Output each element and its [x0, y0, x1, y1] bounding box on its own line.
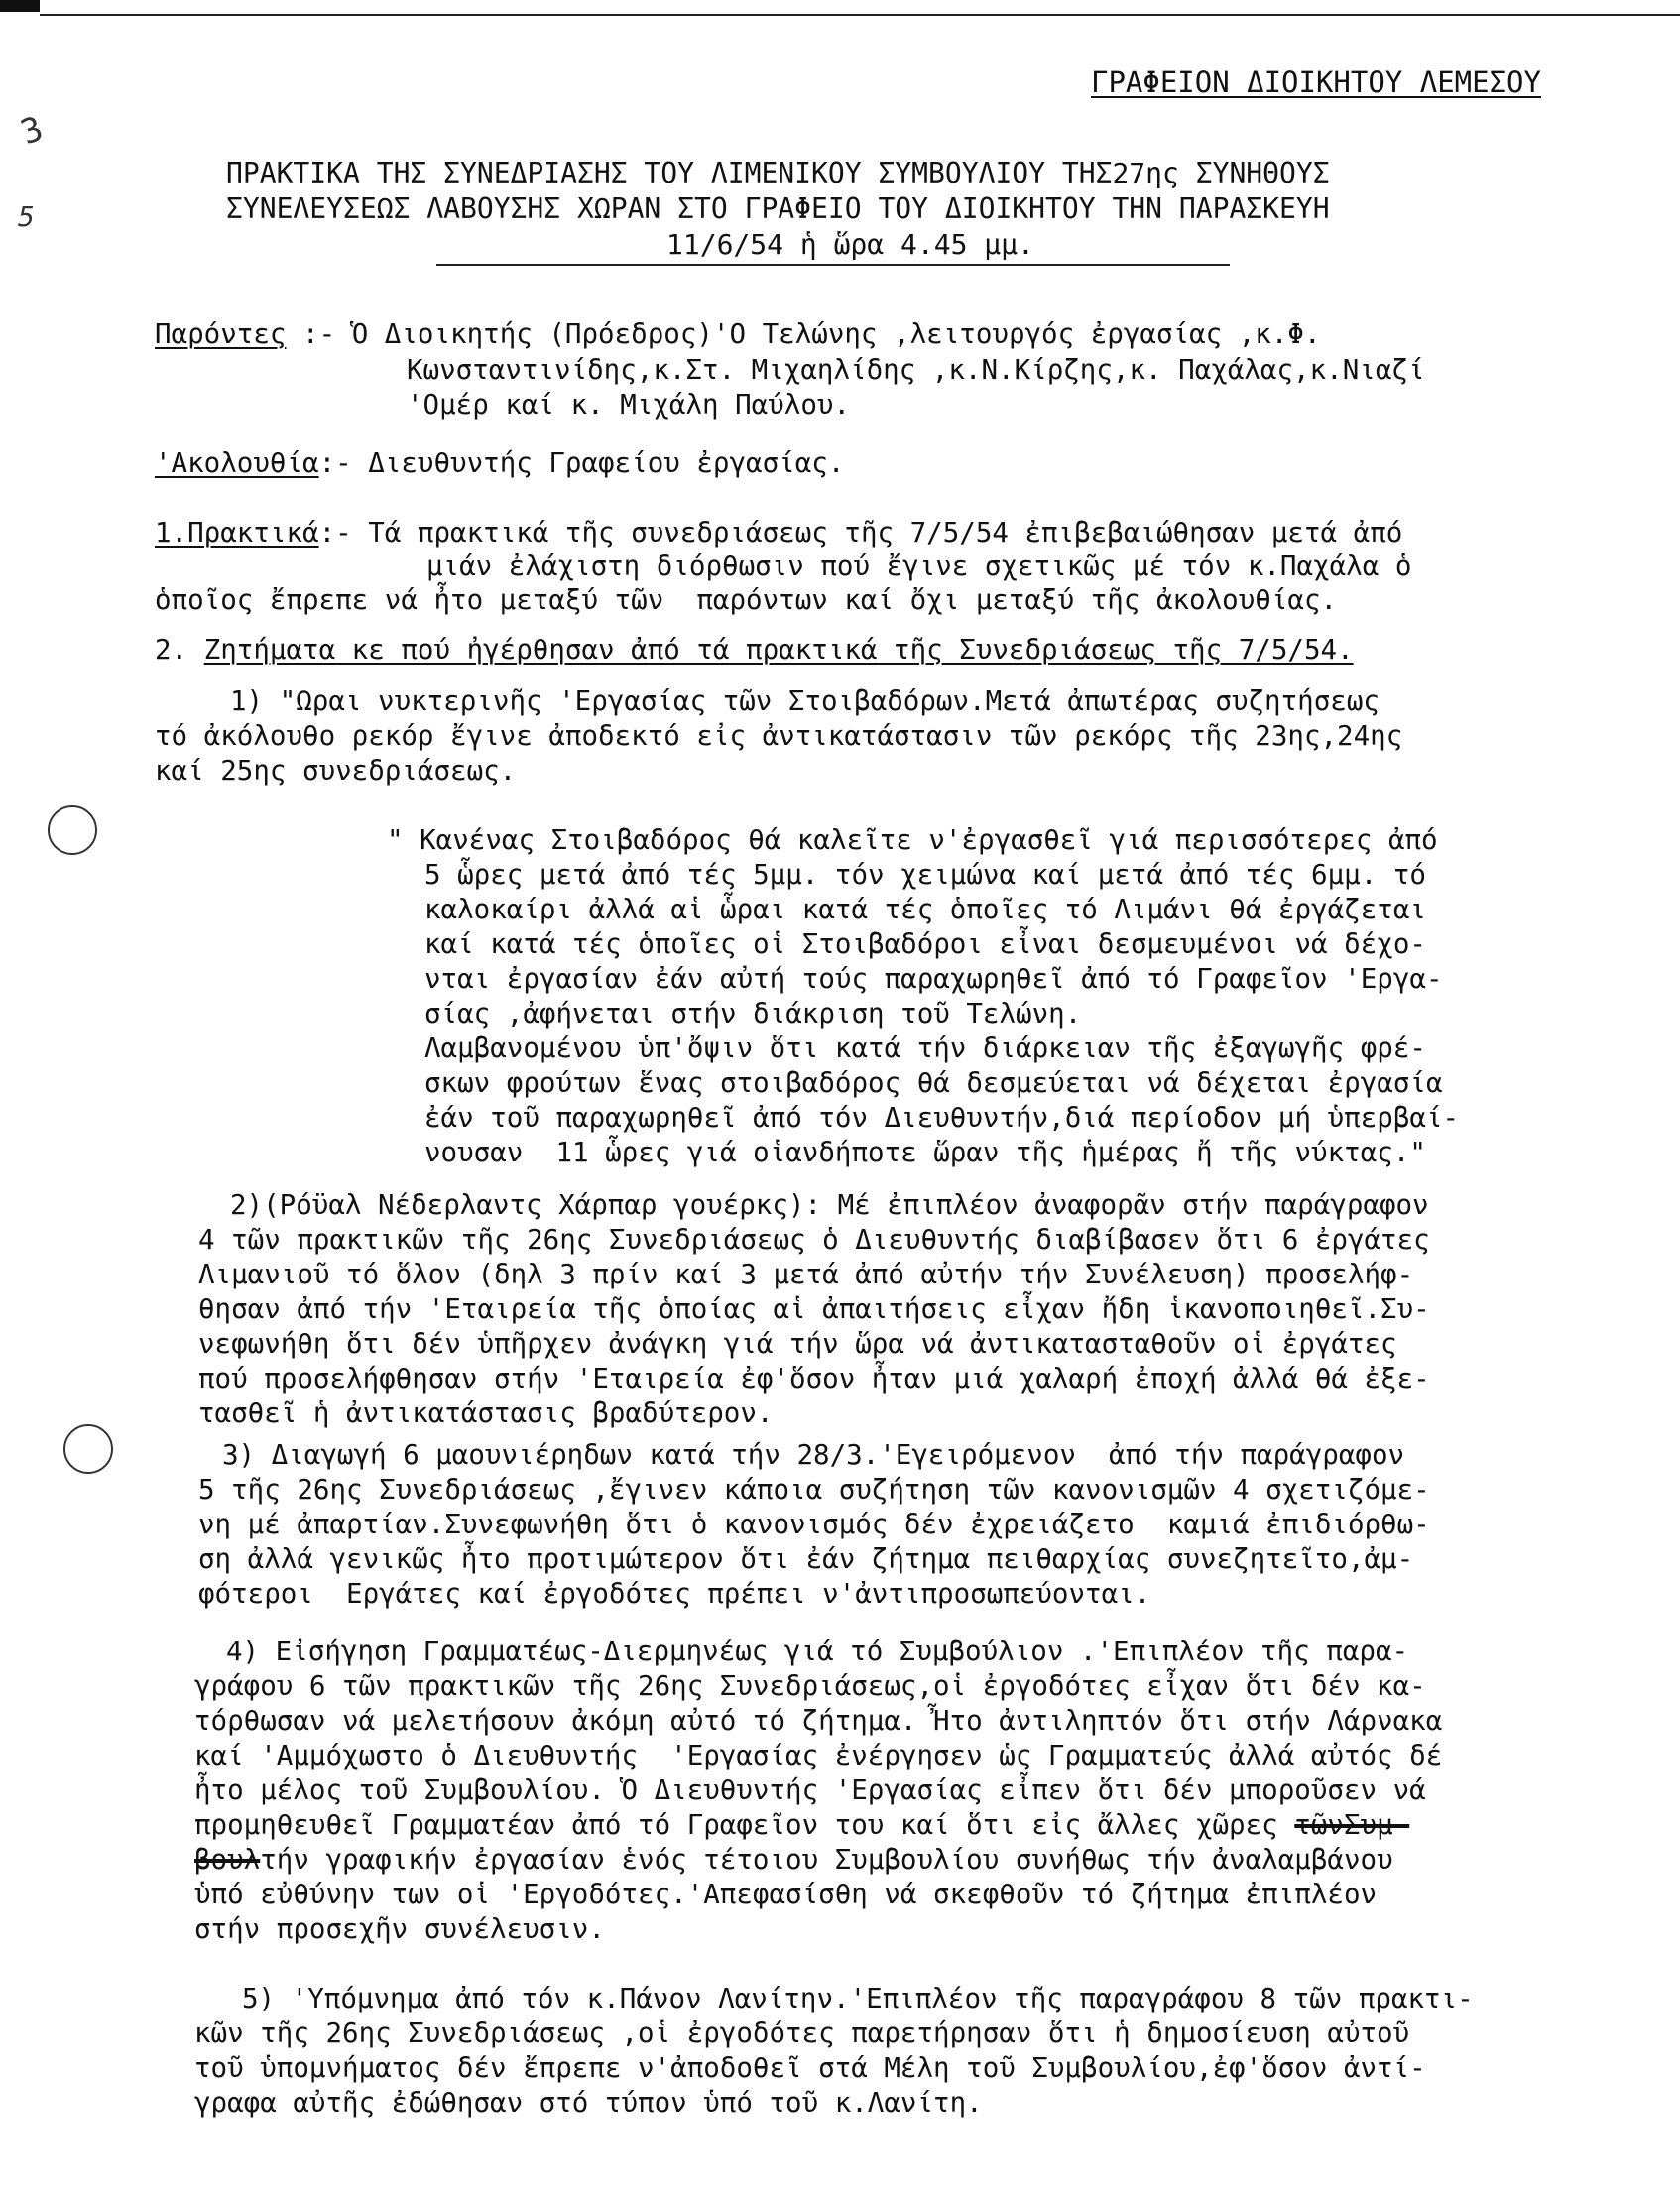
item-2-line-6: πού προσελήφθησαν στήν 'Εταιρεία ἐφ'ὅσον ἦταν μιά χαλαρή ἐποχή ἀλλά θά ἐξε- [198, 1363, 1430, 1395]
present-line-3: 'Ομέρ καί κ. Μιχάλη Παύλου. [407, 389, 851, 421]
punch-hole-top [48, 805, 97, 855]
item-3-line-1: 3) Διαγωγή 6 μαουνιέρηδων κατά τήν 28/3.'Εγειρόμενον ἀπό τήν παράγραφον [222, 1439, 1405, 1471]
item-2-line-1: 2)(Ρόϋαλ Νέδερλαντς Χάρπαρ γουέρκς): Μέ ἐπιπλέον ἀναφορᾶν στήν παράγραφον [230, 1189, 1429, 1221]
item-4-text-6: προμηθευθεῖ Γραμματέαν ἀπό τό Γραφεῖον του καί ὅτι εἰς ἄλλες χῶρες [194, 1809, 1295, 1841]
quote-line-3: καλοκαίρι ἀλλά αἱ ὧραι κατά τές ὁποῖες τό Λιμάνι θά ἐργάζεται [424, 894, 1426, 925]
present-line-1 [155, 319, 1321, 349]
item-4-line-4: καί 'Αμμόχωστο ὁ Διευθυντής 'Εργασίας ἐνέργησεν ὡς Γραμματεύς ἀλλά αὐτός δέ [194, 1740, 1443, 1771]
item-5-line-3: τοῦ ὑπομνήματος δέν ἔπρεπε ν'ἀποδοθεῖ στά Μέλη τοῦ Συμβουλίου,ἐφ'ὅσον ἀντί- [194, 2052, 1426, 2084]
item-4-text-7: τήν γραφικήν ἐργασίαν ἑνός τέτοιου Συμβουλίου συνήθως τήν ἀναλαμβάνου [260, 1844, 1393, 1876]
present-line-2: Κωνσταντινίδης,κ.Στ. Μιχαηλίδης ,κ.Ν.Κίρζης,κ. Παχάλας,κ.Νιαζί [407, 354, 1425, 386]
quote-line-6: σίας ,ἀφήνεται στήν διάκριση τοῦ Τελώνη. [424, 998, 1082, 1030]
struck-text-2: βουλ [194, 1844, 261, 1876]
present-separator: :- [286, 318, 352, 350]
following-text: :- Διευθυντής Γραφείου ἐργασίας. [318, 447, 845, 479]
minutes-label: 1.Πρακτικά [155, 517, 319, 548]
present-text-1: Ὁ Διοικητής (Πρόεδρος)'Ο Τελώνης ,λειτουργός ἐργασίας ,κ.Φ. [351, 318, 1321, 350]
item-3-line-2: 5 τῆς 26ης Συνεδριάσεως ,ἔγινεν κάποια συζήτηση τῶν κανονισμῶν 4 σχετιζόμε- [198, 1474, 1430, 1506]
item-2-line-2: 4 τῶν πρακτικῶν τῆς 26ης Συνεδριάσεως ὁ Διευθυντής διαβίβασεν ὅτι 6 ἐργάτες [198, 1224, 1430, 1256]
present-label: Παρόντες [155, 318, 287, 350]
punch-hole-bottom [63, 1424, 113, 1474]
margin-mark-second: 5 [18, 200, 35, 233]
item-2-line-4: θησαν ἀπό τήν 'Εταιρεία τῆς ὁποίας αἱ ἀπαιτήσεις εἶχαν ἤδη ἱκανοποιηθεῖ.Συ- [198, 1293, 1430, 1325]
struck-text-1: τῶνΣυμ- [1294, 1809, 1410, 1841]
item-2-line-3: Λιμανιοῦ τό ὅλον (δηλ 3 πρίν καί 3 μετά ἀπό αὐτήν τήν Συνέλευση) προσελήφ- [198, 1259, 1414, 1290]
title-line-1: ΠΡΑΚΤΙΚΑ ΤΗΣ ΣΥΝΕΔΡΙΑΣΗΣ ΤΟΥ ΛΙΜΕΝΙΚΟΥ ΣΥΜΒΟΥΛΙΟΥ ΤΗΣ27ης ΣΥΝΗΘΟΥΣ [226, 157, 1330, 189]
quote-line-1: " Κανένας Στοιβαδόρος θά καλεῖτε ν'ἐργασθεῖ γιά περισσότερες ἀπό [387, 824, 1438, 856]
quote-line-5: νται ἐργασίαν ἐάν αὐτή τούς παραχωρηθεῖ ἀπό τό Γραφεῖον 'Εργα- [424, 963, 1443, 995]
minutes-line-2: μιάν ἐλάχιστη διόρθωσιν πού ἔγινε σχετικῶς μέ τόν κ.Παχάλα ὁ [426, 550, 1412, 582]
section-2-heading [155, 635, 1354, 665]
item-4-line-1: 4) Εἰσήγηση Γραμματέως-Διερμηνέως γιά τό Συμβούλιον .'Επιπλέον τῆς παρα- [226, 1636, 1409, 1667]
item-2-line-5: νεφωνήθη ὅτι δέν ὑπῆρχεν ἀνάγκη γιά τήν ὥρα νά ἀντικατασταθοῦν οἱ ἐργάτες [198, 1328, 1397, 1360]
minutes-line-1 [155, 518, 1402, 548]
following-line [155, 448, 844, 478]
item-4-line-7 [194, 1845, 1393, 1875]
item-4-line-9: στήν προσεχῆν συνέλευσιν. [194, 1913, 605, 1945]
item-4-line-3: τόρθωσαν νά μελετήσουν ἀκόμη αὐτό τό ζήτημα. Ἦτο ἀντιληπτόν ὅτι στήν Λάρνακα [194, 1705, 1443, 1737]
item-1-line-3: καί 25ης συνεδριάσεως. [155, 755, 517, 787]
quote-line-8: σκων φρούτων ἕνας στοιβαδόρος θά δεσμεύεται νά δέχεται ἐργασία [424, 1067, 1443, 1099]
scan-edge-mark [0, 0, 40, 12]
quote-line-10: νουσαν 11 ὧρες γιά οἱανδήποτε ὥραν τῆς ἡμέρας ἤ τῆς νύκτας." [424, 1137, 1426, 1168]
title-date: 11/6/54 ἡ ὥρα 4.45 μμ. [666, 228, 1034, 261]
item-5-line-4: γραφα αὐτῆς ἐδώθησαν στό τύπον ὑπό τοῦ κ.Λανίτη. [194, 2087, 983, 2119]
scan-top-line [40, 14, 1680, 16]
section-2-prefix: 2. [155, 634, 204, 666]
office-header: ΓΡΑΦΕΙΟΝ ΔΙΟΙΚΗΤΟΥ ΛΕΜΕΣΟΥ [1091, 65, 1541, 99]
quote-line-2: 5 ὧρες μετά ἀπό τές 5μμ. τόν χειμώνα καί μετά ἀπό τές 6μμ. τό [424, 859, 1426, 891]
item-3-line-4: ση ἀλλά γενικῶς ἦτο προτιμώτερον ὅτι ἐάν ζήτημα πειθαρχίας συνεζητεῖτο,ἀμ- [198, 1543, 1414, 1575]
quote-line-7: Λαμβανομένου ὑπ'ὄψιν ὅτι κατά τήν διάρκειαν τῆς ἐξαγωγῆς φρέ- [424, 1033, 1426, 1064]
quote-line-4: καί κατά τές ὁποῖες οἱ Στοιβαδόροι εἶναι δεσμευμένοι νά δέχο- [424, 928, 1426, 960]
minutes-line-3: ὁποῖος ἔπρεπε νά ἦτο μεταξύ τῶν παρόντων καί ὄχι μεταξύ τῆς ἀκολουθίας. [155, 584, 1338, 616]
item-3-line-5: φότεροι Εργάτες καί ἐργοδότες πρέπει ν'ἀντιπροσωπεύονται. [198, 1578, 1151, 1610]
item-5-line-2: κῶν τῆς 26ης Συνεδριάσεως ,οἱ ἐργοδότες παρετήρησαν ὅτι ἡ δημοσίευση αὐτοῦ [194, 2017, 1410, 2049]
item-4-line-5: ἦτο μέλος τοῦ Συμβουλίου. Ὁ Διευθυντής 'Εργασίας εἶπεν ὅτι δέν μποροῦσεν νά [194, 1774, 1426, 1806]
item-4-line-6 [194, 1810, 1409, 1840]
item-4-line-2: γράφου 6 τῶν πρακτικῶν τῆς 26ης Συνεδριάσεως,οἱ ἐργοδότες εἶχαν ὅτι δέν κα- [194, 1670, 1426, 1702]
item-3-line-3: νη μέ ἀπαρτίαν.Συνεφωνήθη ὅτι ὁ κανονισμός δέν ἐχρειάζετο καμιά ἐπιδιόρθω- [198, 1509, 1430, 1540]
following-label: 'Ακολουθία [155, 447, 319, 479]
item-1-line-2: τό ἀκόλουθο ρεκόρ ἔγινε ἀποδεκτό εἰς ἀντικατάστασιν τῶν ρεκόρς τῆς 23ης,24ης [155, 720, 1403, 752]
section-2-title: Ζητήματα κε πού ἠγέρθησαν ἀπό τά πρακτικά τῆς Συνεδριάσεως τῆς 7/5/54. [203, 634, 1354, 666]
title-line-2: ΣΥΝΕΛΕΥΣΕΩΣ ΛΑΒΟΥΣΗΣ ΧΩΡΑΝ ΣΤΟ ΓΡΑΦΕΙΟ ΤΟΥ ΔΙΟΙΚΗΤΟΥ ΤΗΝ ΠΑΡΑΣΚΕΥΗ [226, 192, 1330, 225]
item-5-line-1: 5) 'Υπόμνημα ἀπό τόν κ.Πάνον Λανίτην.'Επιπλέον τῆς παραγράφου 8 τῶν πρακτι- [242, 1983, 1474, 2014]
item-1-line-1: 1) "Ωραι νυκτερινῆς 'Εργασίας τῶν Στοιβαδόρων.Μετά ἀπωτέρας συζητήσεως [230, 685, 1380, 717]
minutes-text-1: :- Τά πρακτικά τῆς συνεδριάσεως τῆς 7/5/54 ἐπιβεβαιώθησαν μετά ἀπό [318, 517, 1403, 548]
margin-mark-top: 3 [15, 108, 49, 154]
item-2-line-7: τασθεῖ ἡ ἀντικατάστασις βραδύτερον. [198, 1398, 774, 1429]
quote-line-9: ἐάν τοῦ παραχωρηθεῖ ἀπό τόν Διευθυντήν,διά περίοδον μή ὑπερβαί- [424, 1102, 1460, 1134]
item-4-line-8: ὑπό εὐθύνην των οἱ 'Εργοδότες.'Απεφασίσθη νά σκεφθοῦν τό ζήτημα ἐπιπλέον [194, 1879, 1378, 1910]
title-underline [436, 264, 1230, 266]
